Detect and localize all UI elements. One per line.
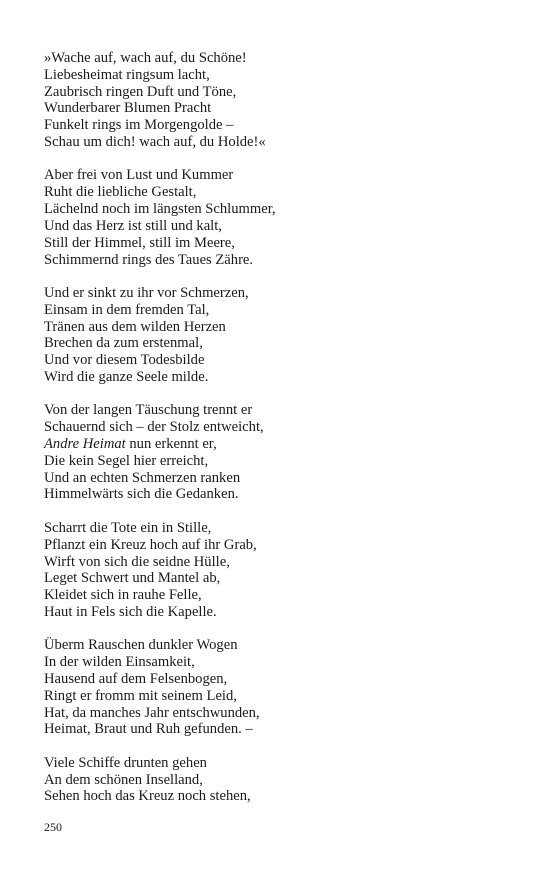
text-segment: Leget Schwert und Mantel ab,	[44, 570, 221, 587]
poem-line	[44, 369, 514, 386]
poem-line	[44, 352, 514, 369]
text-segment: Ringt er fromm mit seinem Leid,	[44, 687, 237, 704]
poem-line	[44, 755, 514, 772]
stanza	[44, 50, 514, 151]
poem-line	[44, 654, 514, 671]
text-segment: Die kein Segel hier erreicht,	[44, 452, 209, 469]
text-segment: Tränen aus dem wilden Herzen	[44, 318, 226, 335]
text-segment: Und er sinkt zu ihr vor Schmerzen,	[44, 284, 249, 301]
text-segment: Und vor diesem Todesbilde	[44, 352, 205, 369]
poem-line	[44, 570, 514, 587]
poem-line	[44, 788, 514, 805]
poem-line	[44, 402, 514, 419]
text-segment: Pflanzt ein Kreuz hoch auf ihr Grab,	[44, 536, 257, 553]
poem-line	[44, 470, 514, 487]
poem-line	[44, 319, 514, 336]
poem-line	[44, 67, 514, 84]
poem-line	[44, 772, 514, 789]
poem-line	[44, 671, 514, 688]
text-segment: Hat, da manches Jahr entschwunden,	[44, 704, 260, 721]
text-segment: Schau um dich! wach auf, du Holde!«	[44, 134, 266, 151]
poem-line	[44, 218, 514, 235]
poem-text	[44, 50, 514, 805]
text-segment: Kleidet sich in rauhe Felle,	[44, 587, 202, 604]
text-segment: Hausend auf dem Felsenbogen,	[44, 670, 228, 687]
poem-line	[44, 335, 514, 352]
page-number: 250	[44, 820, 62, 834]
stanza	[44, 167, 514, 268]
text-segment: Haut in Fels sich die Kapelle.	[44, 603, 217, 620]
poem-line	[44, 50, 514, 67]
italic-text: Andre Heimat	[44, 436, 126, 453]
text-segment: Viele Schiffe drunten gehen	[44, 754, 207, 771]
text-segment: Brechen da zum erstenmal,	[44, 335, 203, 352]
text-segment: Aber frei von Lust und Kummer	[44, 167, 234, 184]
text-segment: Still der Himmel, still im Meere,	[44, 234, 235, 251]
text-segment: Und das Herz ist still und kalt,	[44, 217, 222, 234]
poem-line	[44, 302, 514, 319]
text-segment: Wunderbarer Blumen Pracht	[44, 100, 212, 117]
poem-line	[44, 688, 514, 705]
text-segment: Schimmernd rings des Taues Zähre.	[44, 251, 254, 268]
poem-line	[44, 167, 514, 184]
text-segment: Funkelt rings im Morgengolde –	[44, 117, 234, 134]
stanza	[44, 402, 514, 503]
stanza	[44, 285, 514, 386]
text-segment: Wird die ganze Seele milde.	[44, 369, 209, 385]
poem-line	[44, 604, 514, 621]
text-segment: Sehen hoch das Kreuz noch stehen,	[44, 788, 251, 805]
poem-line	[44, 486, 514, 503]
poem-line	[44, 419, 514, 436]
text-segment: Überm Rauschen dunkler Wogen	[44, 637, 238, 654]
poem-line	[44, 453, 514, 470]
text-segment: Einsam in dem fremden Tal,	[44, 301, 210, 318]
poem-page	[44, 50, 514, 822]
text-segment: »Wache auf, wach auf, du Schöne!	[44, 50, 247, 66]
poem-line	[44, 554, 514, 571]
poem-line	[44, 587, 514, 604]
poem-line	[44, 721, 514, 738]
text-segment: Himmelwärts sich die Gedanken.	[44, 486, 239, 503]
stanza	[44, 755, 514, 805]
text-segment: Zaubrisch ringen Duft und Töne,	[44, 83, 237, 100]
text-segment: Ruht die liebliche Gestalt,	[44, 184, 197, 201]
poem-line	[44, 705, 514, 722]
poem-line	[44, 520, 514, 537]
text-segment: Und an echten Schmerzen ranken	[44, 469, 241, 486]
poem-line	[44, 252, 514, 269]
poem-line	[44, 117, 514, 134]
poem-line	[44, 537, 514, 554]
text-segment: An dem schönen Inselland,	[44, 771, 203, 788]
text-segment: Schauernd sich – der Stolz entweicht,	[44, 419, 264, 436]
text-segment: Liebesheimat ringsum lacht,	[44, 66, 210, 83]
text-segment: Scharrt die Tote ein in Stille,	[44, 519, 212, 536]
stanza	[44, 637, 514, 738]
poem-line	[44, 84, 514, 101]
text-segment: nun erkennt er,	[125, 436, 217, 453]
text-segment: Lächelnd noch im längsten Schlummer,	[44, 201, 276, 218]
poem-line	[44, 235, 514, 252]
poem-line	[44, 436, 514, 453]
text-segment: Heimat, Braut und Ruh gefunden. –	[44, 721, 253, 738]
poem-line	[44, 201, 514, 218]
text-segment: Wirft von sich die seidne Hülle,	[44, 553, 230, 570]
poem-line	[44, 637, 514, 654]
poem-line	[44, 100, 514, 117]
poem-line	[44, 184, 514, 201]
text-segment: Von der langen Täuschung trennt er	[44, 402, 253, 419]
stanza	[44, 520, 514, 621]
poem-line	[44, 134, 514, 151]
poem-line	[44, 285, 514, 302]
text-segment: In der wilden Einsamkeit,	[44, 654, 195, 671]
